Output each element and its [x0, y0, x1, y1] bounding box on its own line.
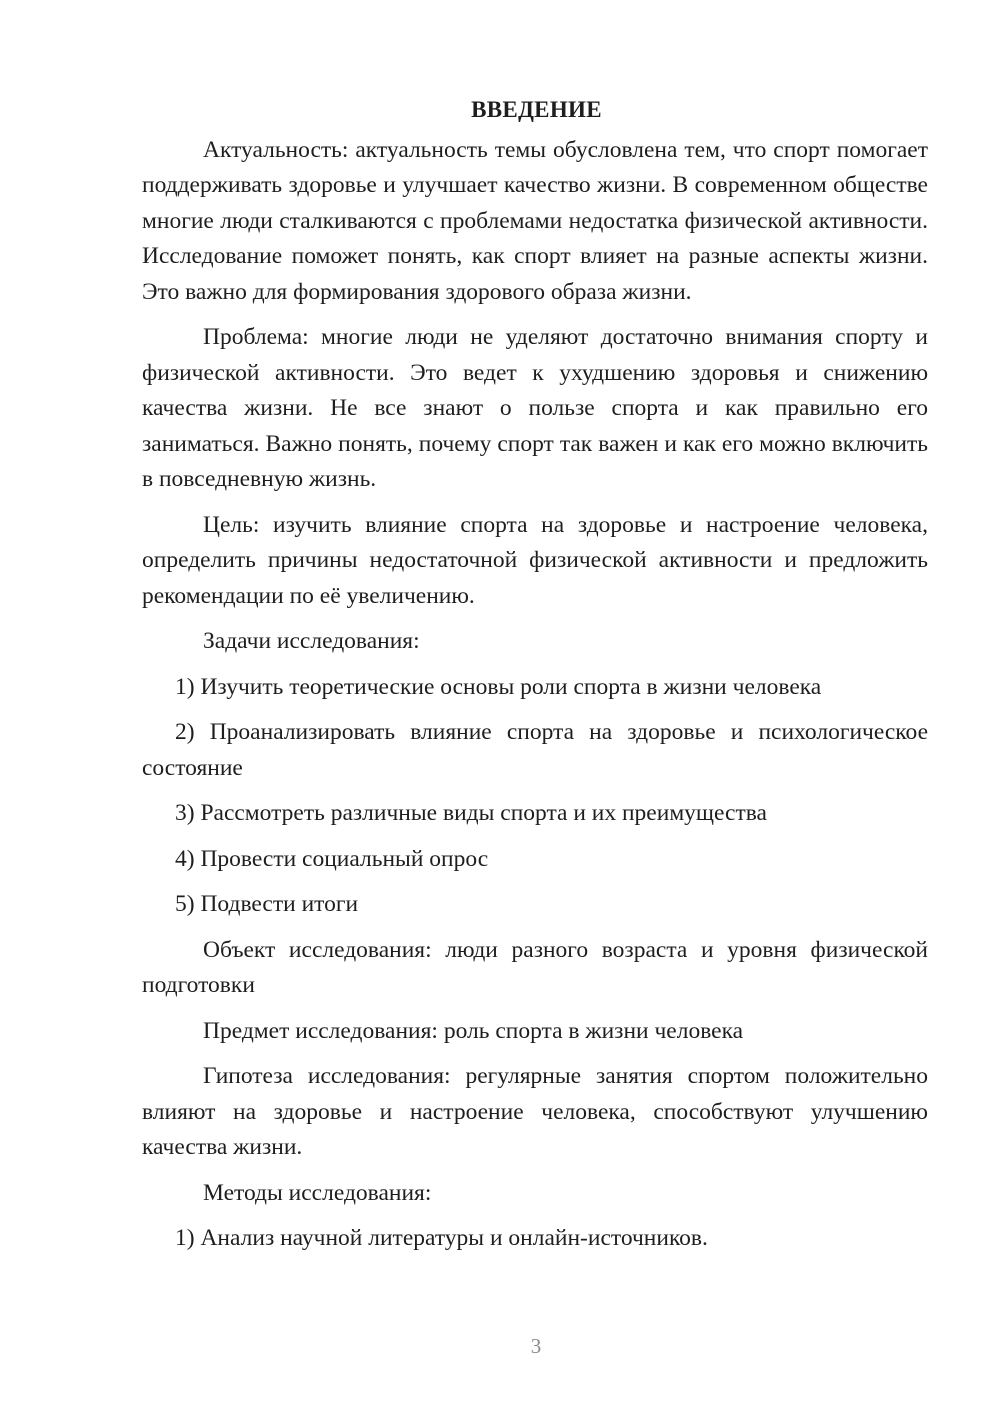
method-item-1: 1) Анализ научной литературы и онлайн-источников. — [175, 1225, 708, 1251]
paragraph-relevance: Актуальность: актуальность темы обусловлена тем, что спорт помогает поддерживать здоровье и улучшает качество жизни. В современном обществе многие люди сталкиваются с проблемами недостатка физической активности. Исследование поможет понять, как спорт влияет на разные аспекты жизни. Это важно для формирования здорового образа жизни. — [142, 136, 928, 305]
paragraph-problem: Проблема: многие люди не уделяют достаточно внимания спорту и физической активности. Это ведет к ухудшению здоровья и снижению качества жизни. Не все знают о пользе спорта и как правильно его заниматься. Важно понять, почему спорт так важен и как его можно включить в повседневную жизнь. — [142, 324, 928, 492]
paragraph-subject: Предмет исследования: роль спорта в жизни человека — [203, 1017, 744, 1044]
paragraph-object: Объект исследования: люди разного возраста и уровня физической подготовки — [142, 936, 928, 998]
task-item-5: 5) Подвести итоги — [175, 891, 359, 917]
task-item-2: 2) Проанализировать влияние спорта на здоровье и психологическое состояние — [142, 719, 928, 781]
page-number: 3 — [530, 1334, 542, 1358]
tasks-heading: Задачи исследования: — [203, 628, 420, 654]
task-item-4: 4) Провести социальный опрос — [175, 845, 489, 872]
paragraph-goal: Цель: изучить влияние спорта на здоровье и настроение человека, определить причины недостаточной физической активности и предложить рекомендации по её увеличению. — [142, 511, 928, 609]
methods-heading: Методы исследования: — [203, 1179, 432, 1206]
document-page — [142, 92, 928, 1267]
task-item-3: 3) Рассмотреть различные виды спорта и их преимущества — [175, 800, 767, 826]
paragraph-hypothesis: Гипотеза исследования: регулярные занятия спортом положительно влияют на здоровье и настроение человека, способствуют улучшению качества жизни. — [142, 1063, 928, 1160]
task-item-1: 1) Изучить теоретические основы роли спорта в жизни человека — [175, 673, 822, 700]
page-title: ВВЕДЕНИЕ — [471, 97, 602, 122]
